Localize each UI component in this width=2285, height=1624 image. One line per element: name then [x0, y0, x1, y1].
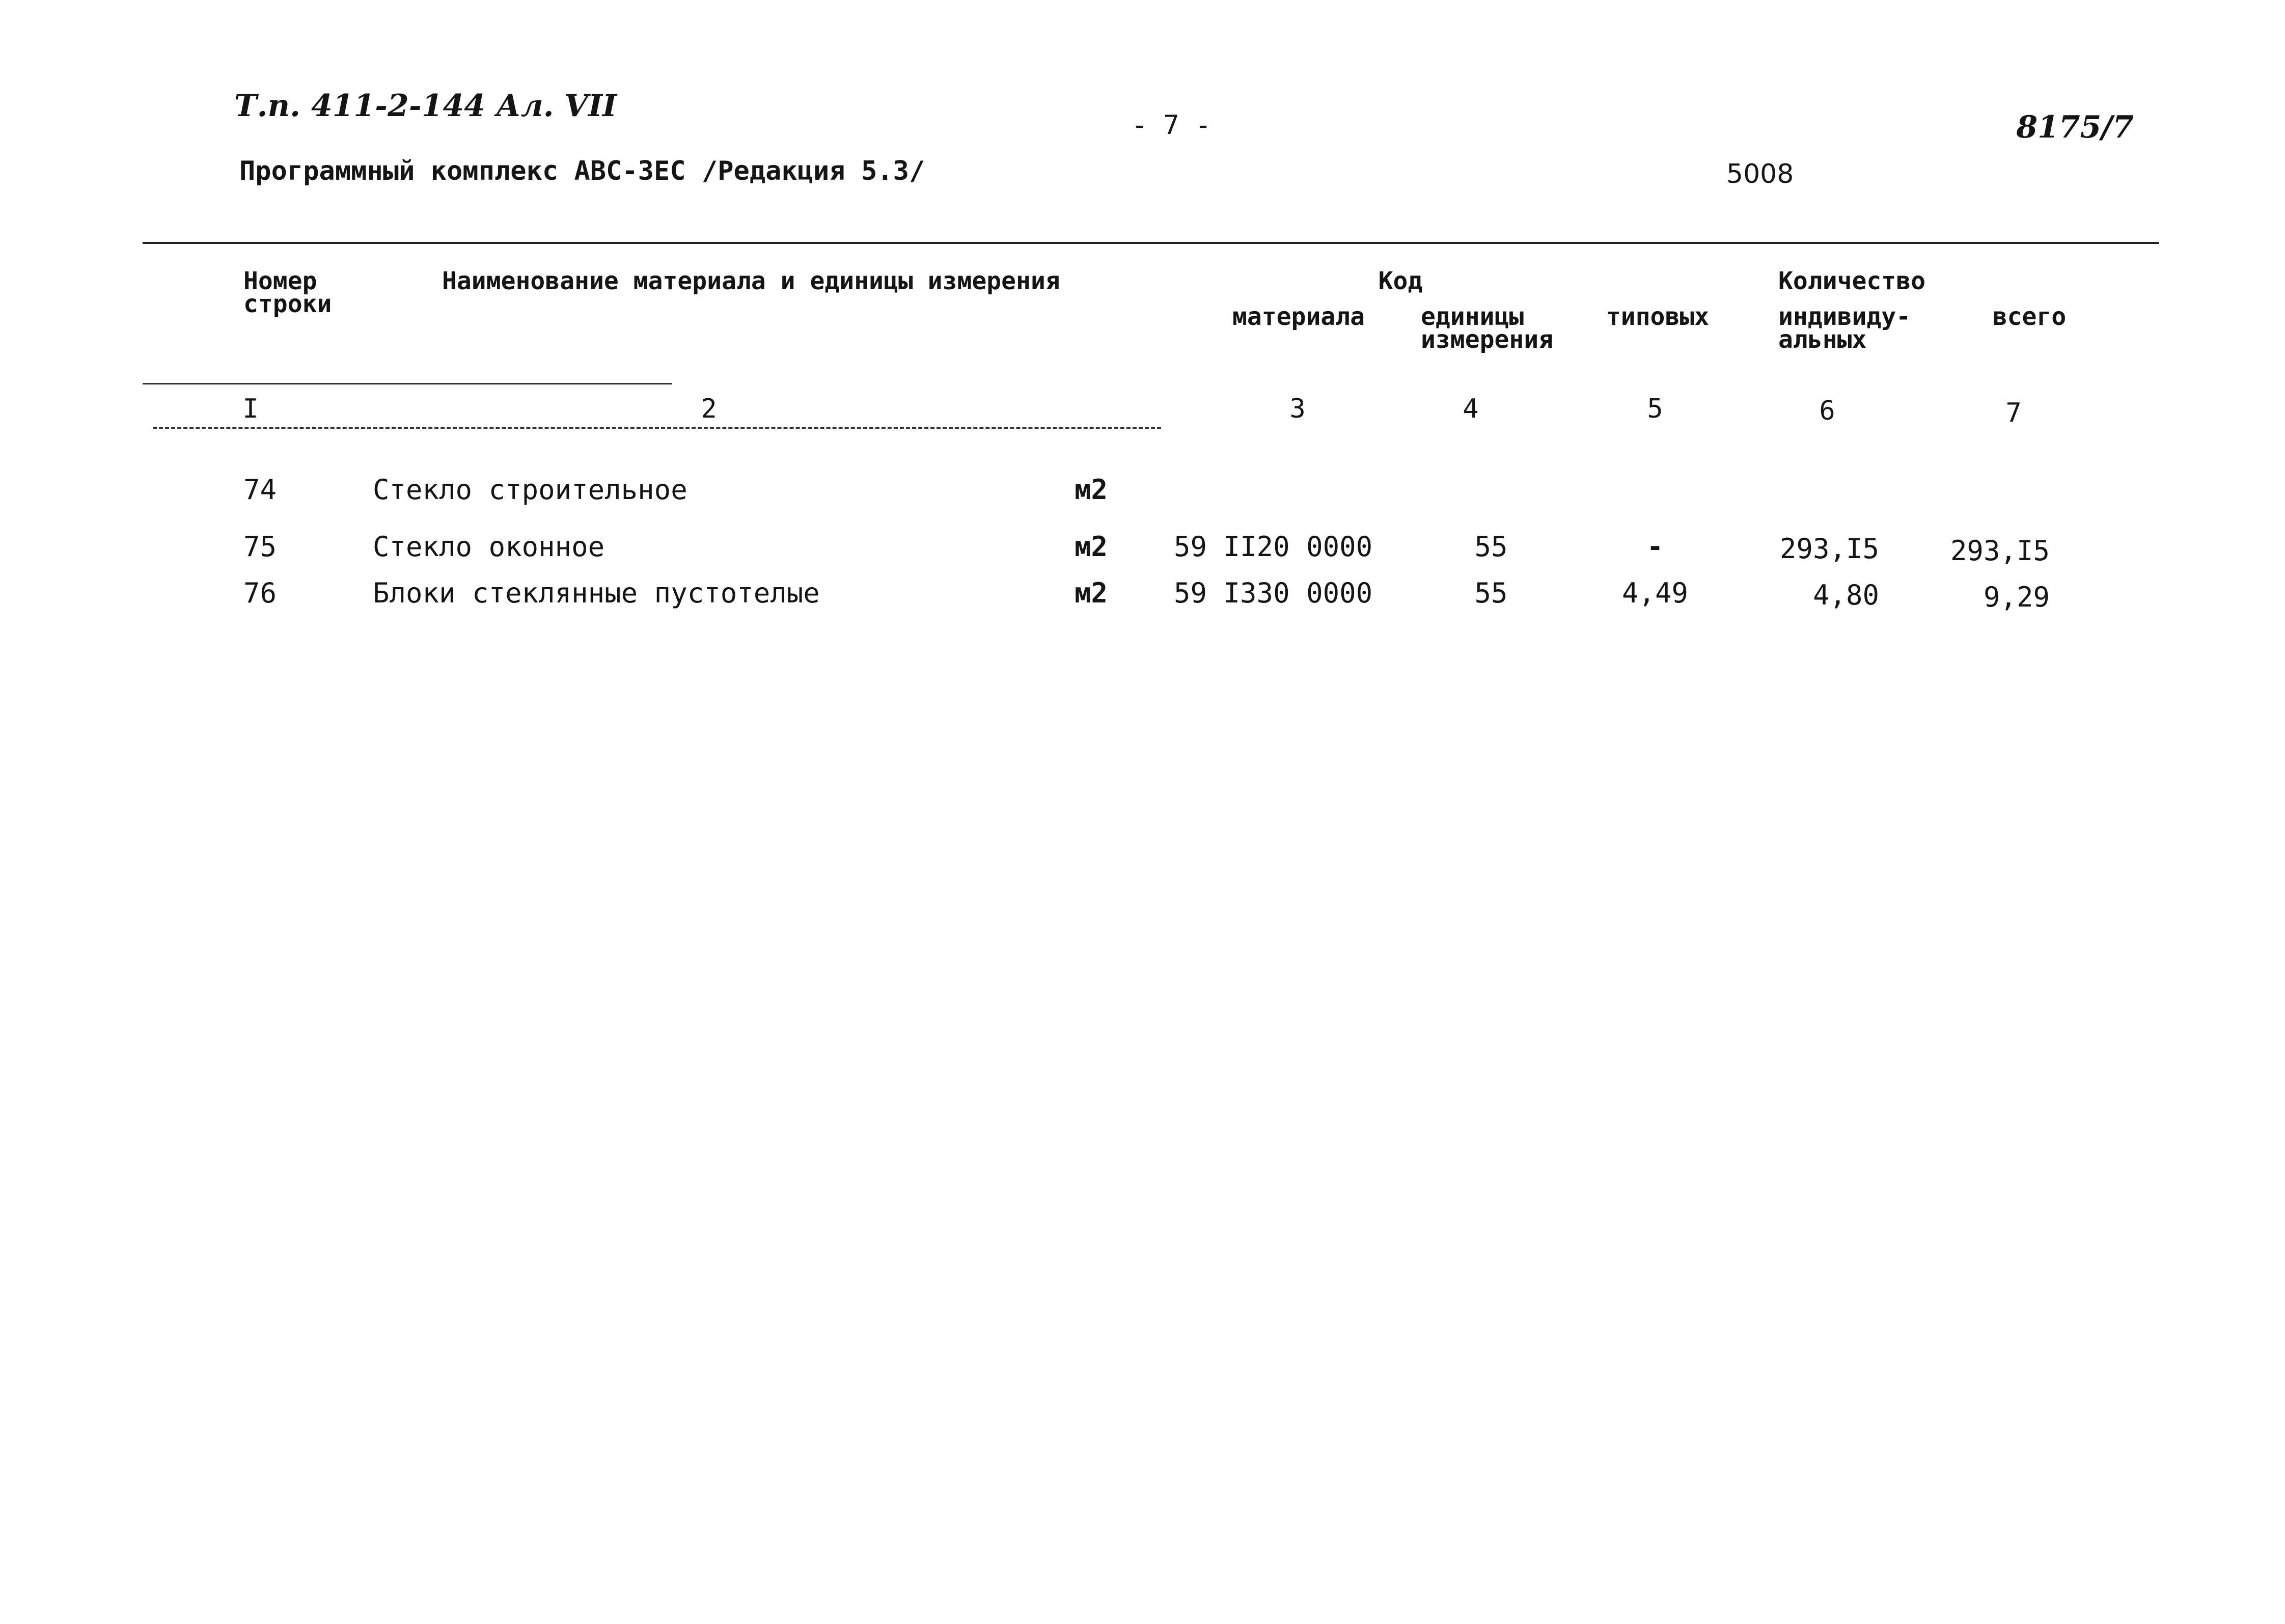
col-code-group: Код	[1378, 267, 1423, 295]
unit: м2	[1075, 577, 1108, 609]
individual-qty: 4,80	[1812, 579, 1879, 611]
document-code: Т.п. 411-2-144 Ал. VII	[234, 88, 617, 124]
col-individual-l2: альных	[1778, 325, 1867, 354]
page-number: - 7 -	[1131, 110, 1212, 141]
typical-qty: -	[1646, 531, 1664, 563]
material-name: Блоки стеклянные пустотелые	[373, 577, 820, 609]
row-number: 74	[243, 474, 277, 506]
col-typical: типовых	[1606, 302, 1710, 331]
header-rule-left	[143, 383, 672, 384]
column-number: 2	[701, 394, 717, 424]
column-number: 4	[1463, 394, 1479, 424]
row-number: 75	[243, 531, 277, 563]
col-individual-l1: индивиду-	[1778, 302, 1911, 331]
column-number: 6	[1819, 396, 1835, 426]
column-number: I	[242, 394, 259, 424]
row-number: 76	[243, 577, 277, 609]
unit: м2	[1075, 531, 1108, 563]
column-number: 7	[2005, 398, 2022, 428]
total-qty: 9,29	[1983, 581, 2050, 613]
individual-qty: 293,I5	[1779, 533, 1879, 565]
col-code-material: материала	[1232, 302, 1365, 331]
col-qty-group: Количество	[1778, 267, 1925, 295]
column-number: 3	[1289, 394, 1306, 424]
col-code-unit-l1: единицы	[1421, 302, 1524, 331]
material-name: Стекло строительное	[373, 474, 687, 506]
col-total: всего	[1992, 302, 2067, 331]
material-code: 59 I330 0000	[1174, 577, 1373, 609]
material-name: Стекло оконное	[373, 531, 605, 563]
total-qty: 293,I5	[1950, 535, 2050, 567]
table-top-rule	[143, 242, 2159, 244]
col-row-number-l1: Номер	[243, 267, 317, 295]
unit-code: 55	[1474, 531, 1508, 563]
typical-qty: 4,49	[1621, 577, 1689, 609]
material-code: 59 II20 0000	[1174, 531, 1373, 563]
program-title: Программный комплекс АВС-3ЕС /Редакция 5.3/	[239, 156, 925, 186]
sheet-code: 8175/7	[2016, 109, 2134, 145]
unit: м2	[1075, 474, 1108, 506]
col-name: Наименование материала и единицы измерения	[442, 267, 1060, 295]
col-code-unit-l2: измерения	[1421, 325, 1554, 354]
unit-code: 55	[1474, 577, 1508, 609]
col-row-number-l2: строки	[243, 290, 332, 318]
program-code: 5008	[1726, 159, 1794, 189]
column-number: 5	[1647, 394, 1663, 424]
column-number-rule	[153, 427, 1161, 429]
